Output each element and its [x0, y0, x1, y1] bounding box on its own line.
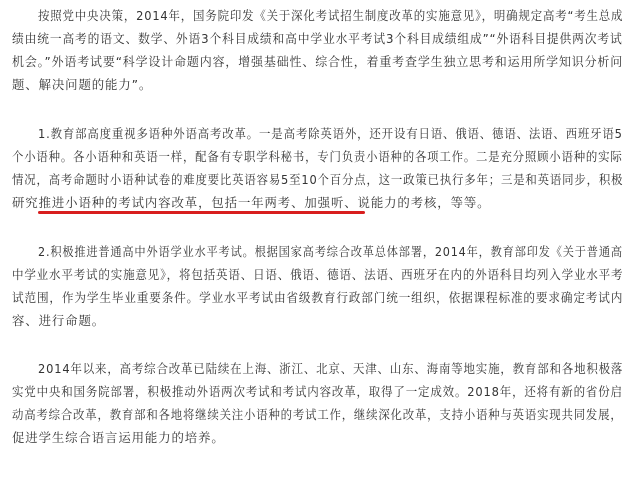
- paragraph-1-line-4: 题、解决问题的能力”。: [12, 77, 153, 92]
- highlight-underline: [38, 211, 365, 214]
- paragraph-2-line-4: 研究推进小语种的考试内容改革，包括一年两考、加强听、说能力的考核，等等。: [12, 195, 491, 210]
- paragraph-4-line-3: 动高考综合改革，教育部和各地将继续关注小语种的考试工作，继续深化改革，支持小语种与英语实现共同发展，: [12, 407, 623, 422]
- paragraph-2-line-3: 情况，高考命题时小语种试卷的难度要比英语容易5至10个百分点，这一政策已执行多年；三是和英语同步，积极: [12, 172, 624, 187]
- paragraph-4-line-1: 2014年以来，高考综合改革已陆续在上海、浙江、北京、天津、山东、海南等地实施，教育部和各地积极落: [38, 361, 624, 376]
- paragraph-2-line-1: 1.教育部高度重视多语种外语高考改革。一是高考除英语外，还开设有日语、俄语、德语、法语、西班牙语5: [38, 126, 623, 141]
- paragraph-3-line-1: 2.积极推进普通高中外语学业水平考试。根据国家高考综合改革总体部署，2014年，教育部印发《关于普通高: [38, 244, 623, 259]
- paragraph-1-line-2: 绩由统一高考的语文、数学、外语3个科目成绩和高中学业水平考试3个科目成绩组成”“外语科目提供两次考试: [12, 31, 623, 46]
- paragraph-4-line-2: 实党中央和国务院部署，积极推动外语两次考试和考试内容改革，取得了一定成效。2018年，还将有新的省份启: [12, 384, 623, 399]
- paragraph-3-line-3: 试范围，作为学生毕业重要条件。学业水平考试由省级教育行政部门统一组织，依据课程标准的要求确定考试内: [12, 290, 624, 305]
- paragraph-4-line-4: 促进学生综合语言运用能力的培养。: [12, 430, 225, 445]
- paragraph-3-line-2: 中学业水平考试的实施意见》，将包括英语、日语、俄语、德语、法语、西班牙在内的外语科目均列入学业水平考: [12, 267, 624, 282]
- paragraph-2-line-2: 个小语种。各小语种和英语一样，配备有专职学科秘书，专门负责小语种的各项工作。二是充分照顾小语种的实际: [12, 149, 623, 164]
- paragraph-3-line-4: 容、进行命题。: [12, 313, 106, 328]
- paragraph-1-line-3: 机会。”外语考试要“科学设计命题内容，增强基础性、综合性，着重考查学生独立思考和运用所学知识分析问: [12, 54, 624, 69]
- paragraph-1-line-1: 按照党中央决策，2014年，国务院印发《关于深化考试招生制度改革的实施意见》，明确规定高考“考生总成: [38, 8, 624, 23]
